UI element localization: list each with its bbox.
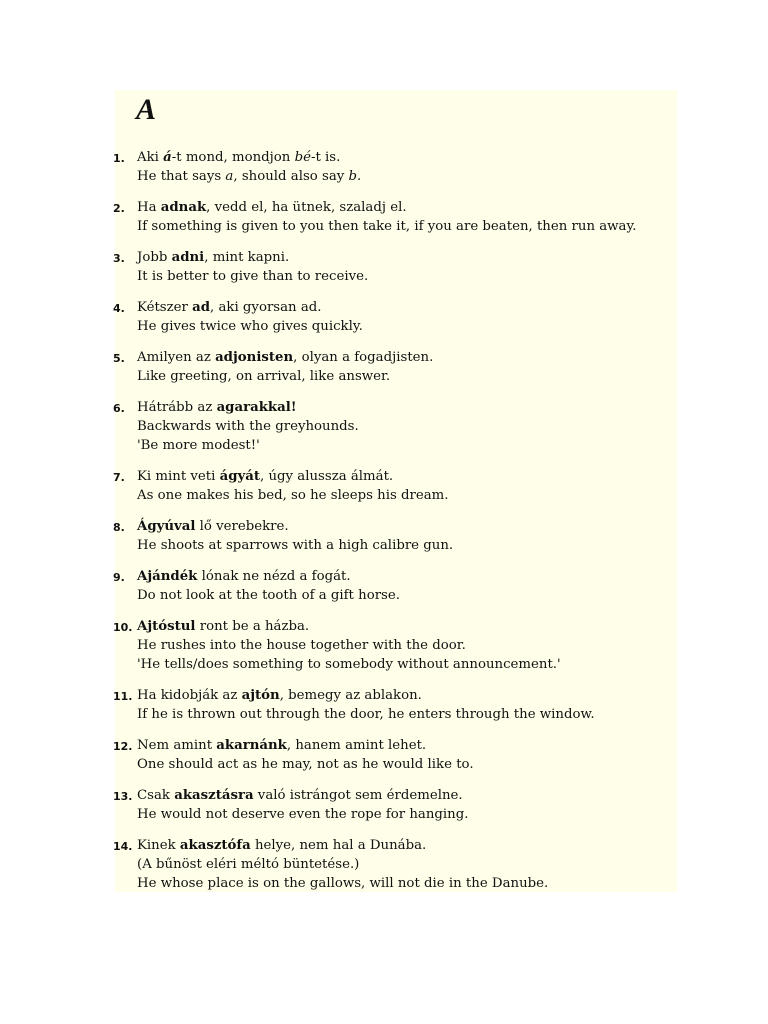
entry-text xyxy=(137,736,680,774)
entry-text xyxy=(137,836,680,893)
text-run: Ha kidobják az xyxy=(137,688,242,703)
text-run: Backwards with the greyhounds. xyxy=(137,419,359,434)
entry-number: 7. xyxy=(113,471,125,484)
text-run: lónak ne nézd a fogát. xyxy=(197,569,351,584)
keyword: akasztófa xyxy=(179,838,251,853)
keyword: á xyxy=(163,150,172,165)
entry-number: 10. xyxy=(113,621,133,634)
text-run: (A bűnöst eléri méltó büntetése.) xyxy=(137,857,360,872)
entry-number: 2. xyxy=(113,202,125,215)
keyword: adni xyxy=(171,250,205,265)
entry-text xyxy=(137,617,680,674)
text-run: Kétszer xyxy=(137,300,193,315)
translation-line xyxy=(137,417,680,436)
text-run: helye, nem hal a Dunába. xyxy=(250,838,427,853)
text-run: ront be a házba. xyxy=(195,619,310,634)
text-run: , mint kapni. xyxy=(204,250,290,265)
hungarian-proverb-line xyxy=(137,348,680,367)
text-run: Kinek xyxy=(137,838,180,853)
translation-line xyxy=(137,367,680,386)
text-run: Like greeting, on arrival, like answer. xyxy=(137,369,391,384)
entry-text xyxy=(137,348,680,386)
translation-line xyxy=(137,586,680,605)
hungarian-proverb-line xyxy=(137,686,680,705)
entry-text xyxy=(137,686,680,724)
translation-line xyxy=(137,755,680,774)
entry-text xyxy=(137,467,680,505)
translation-line xyxy=(137,436,680,455)
text-run: , hanem amint lehet. xyxy=(286,738,427,753)
text-run: He gives twice who gives quickly. xyxy=(137,319,363,334)
text-run: bé xyxy=(294,150,311,165)
text-run: Nem amint xyxy=(137,738,217,753)
hungarian-proverb-line xyxy=(137,617,680,636)
translation-line xyxy=(137,855,680,874)
text-run: . xyxy=(357,169,362,184)
translation-line xyxy=(137,805,680,824)
translation-line xyxy=(137,636,680,655)
text-run: He that says xyxy=(137,169,226,184)
entry-text xyxy=(137,148,680,186)
hungarian-proverb-line xyxy=(137,398,680,417)
keyword: ad xyxy=(192,300,210,315)
entry-number: 12. xyxy=(113,740,133,753)
translation-line xyxy=(137,874,680,893)
entry-number: 1. xyxy=(113,152,125,165)
keyword: Ajtóstul xyxy=(137,619,196,634)
keyword: akarnánk xyxy=(216,738,287,753)
hungarian-proverb-line xyxy=(137,517,680,536)
keyword: ajtón xyxy=(241,688,280,703)
entry-text xyxy=(137,398,680,455)
entry-number: 8. xyxy=(113,521,125,534)
hungarian-proverb-line xyxy=(137,298,680,317)
entry-text xyxy=(137,198,680,236)
text-run: , olyan a fogadjisten. xyxy=(293,350,434,365)
entry-number: 4. xyxy=(113,302,125,315)
hungarian-proverb-line xyxy=(137,736,680,755)
translation-line xyxy=(137,536,680,555)
text-run: As one makes his bed, so he sleeps his dream. xyxy=(137,488,449,503)
text-run: b xyxy=(348,169,358,184)
text-run: Ha xyxy=(137,200,161,215)
text-run: -t is. xyxy=(310,150,341,165)
text-run: He would not deserve even the rope for hanging. xyxy=(137,807,469,822)
translation-line xyxy=(137,705,680,724)
text-run: One should act as he may, not as he would like to. xyxy=(137,757,474,772)
entry-text xyxy=(137,567,680,605)
entry-number: 13. xyxy=(113,790,133,803)
keyword: agarakkal! xyxy=(216,400,297,415)
entry-text xyxy=(137,298,680,336)
text-run: , bemegy az ablakon. xyxy=(279,688,422,703)
text-run: It is better to give than to receive. xyxy=(137,269,369,284)
hungarian-proverb-line xyxy=(137,786,680,805)
hungarian-proverb-line xyxy=(137,836,680,855)
keyword: Ajándék xyxy=(137,569,198,584)
text-run: Amilyen az xyxy=(137,350,216,365)
text-run: Aki xyxy=(137,150,164,165)
section-letter-heading: A xyxy=(136,93,157,126)
text-run: If he is thrown out through the door, he enters through the window. xyxy=(137,707,595,722)
keyword: adjonisten xyxy=(215,350,294,365)
translation-line xyxy=(137,267,680,286)
entry-text xyxy=(137,786,680,824)
text-run: , vedd el, ha ütnek, szaladj el. xyxy=(206,200,407,215)
text-run: Do not look at the tooth of a gift horse. xyxy=(137,588,400,603)
keyword: akasztásra xyxy=(174,788,254,803)
hungarian-proverb-line xyxy=(137,198,680,217)
text-run: If something is given to you then take it, if you are beaten, then run away. xyxy=(137,219,637,234)
text-run: lő verebekre. xyxy=(195,519,289,534)
text-run: He shoots at sparrows with a high calibre gun. xyxy=(137,538,454,553)
text-run: Hátrább az xyxy=(137,400,217,415)
text-run: -t mond, mondjon xyxy=(171,150,295,165)
text-run: való istrángot sem érdemelne. xyxy=(253,788,463,803)
entry-text xyxy=(137,248,680,286)
translation-line xyxy=(137,217,680,236)
hungarian-proverb-line xyxy=(137,148,680,167)
entry-number: 6. xyxy=(113,402,125,415)
text-run: , úgy alussza álmát. xyxy=(260,469,394,484)
keyword: adnak xyxy=(160,200,207,215)
entry-number: 14. xyxy=(113,840,133,853)
translation-line xyxy=(137,655,680,674)
keyword: Ágyúval xyxy=(137,519,196,534)
entry-number: 11. xyxy=(113,690,133,703)
translation-line xyxy=(137,486,680,505)
text-run: , aki gyorsan ad. xyxy=(210,300,322,315)
text-run: Jobb xyxy=(137,250,172,265)
keyword: ágyát xyxy=(219,469,261,484)
text-run: a xyxy=(225,169,234,184)
text-run: 'Be more modest!' xyxy=(137,438,260,453)
entry-number: 5. xyxy=(113,352,125,365)
hungarian-proverb-line xyxy=(137,567,680,586)
entry-number: 3. xyxy=(113,252,125,265)
text-run: He rushes into the house together with the door. xyxy=(137,638,466,653)
entry-number: 9. xyxy=(113,571,125,584)
text-run: 'He tells/does something to somebody without announcement.' xyxy=(137,657,561,672)
entry-text xyxy=(137,517,680,555)
translation-line xyxy=(137,317,680,336)
text-run: , should also say xyxy=(233,169,349,184)
text-run: Ki mint veti xyxy=(137,469,220,484)
hungarian-proverb-line xyxy=(137,467,680,486)
translation-line xyxy=(137,167,680,186)
text-run: Csak xyxy=(137,788,175,803)
hungarian-proverb-line xyxy=(137,248,680,267)
text-run: He whose place is on the gallows, will not die in the Danube. xyxy=(137,876,549,891)
